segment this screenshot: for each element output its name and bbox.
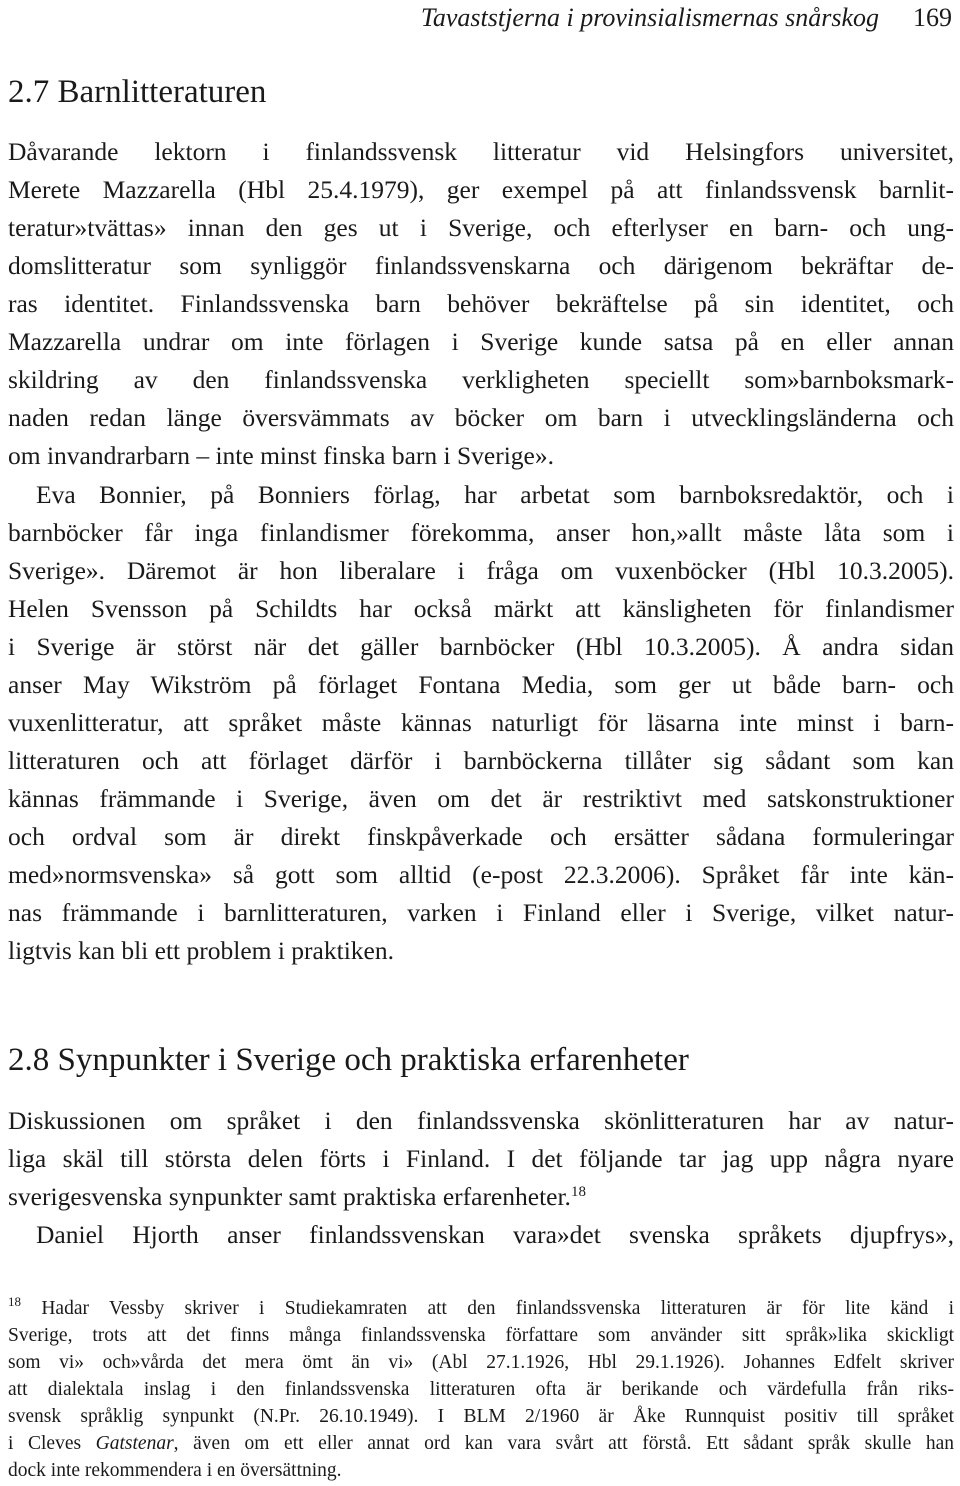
section-heading-2-7: 2.7 Barnlitteraturen — [8, 74, 267, 110]
footnote-text: , även om ett eller annat ord kan vara svårt att förstå. Ett sådant språk skulle han — [173, 1433, 954, 1454]
paragraph-line: liga skäl till största delen förts i Finland. I det följande tar jag upp några nyare — [8, 1144, 954, 1173]
running-head — [0, 0, 952, 36]
paragraph-line: vuxenlitteratur, att språket måste kännas naturligt för läsarna inte minst i barn- — [8, 708, 954, 737]
paragraph-line: Sverige». Däremot är hon liberalare i fråga om vuxenböcker (Hbl 10.3.2005). — [8, 556, 954, 585]
paragraph-line: Eva Bonnier, på Bonniers förlag, har arbetat som barnboksredaktör, och i — [36, 480, 954, 509]
footnote-line — [8, 1430, 954, 1457]
footnote-line: Sverige, trots att det finns många finlandssvenska författare som använder sitt språk»lika skickligt — [8, 1325, 954, 1346]
paragraph-line: i Sverige är störst när det gäller barnböcker (Hbl 10.3.2005). Å andra sidan — [8, 632, 954, 661]
paragraph-line: Daniel Hjorth anser finlandssvenskan vara»det svenska språkets djupfrys», — [36, 1220, 954, 1249]
footnote-number: 18 — [8, 1294, 21, 1309]
paragraph-line: Diskussionen om språket i den finlandssvenska skönlitteraturen har av natur- — [8, 1106, 954, 1135]
paragraph-line: domslitteratur som synliggör finlandssvenskarna och därigenom bekräftar de- — [8, 251, 954, 280]
paragraph-line: Merete Mazzarella (Hbl 25.4.1979), ger exempel på att finlandssvensk barnlit- — [8, 175, 954, 204]
footnote-line: dock inte rekommendera i en översättning. — [8, 1460, 342, 1481]
paragraph-line: teratur»tvättas» innan den ges ut i Sverige, och efterlyser en barn- och ung- — [8, 213, 954, 242]
footnote-text: i Cleves — [8, 1433, 96, 1454]
paragraph-line: och ordval som är direkt finskpåverkade och ersätter sådana formuleringar — [8, 822, 954, 851]
paragraph-line: litteraturen och att förlaget därför i barnböckerna tillåter sig sådant som kan — [8, 746, 954, 775]
paragraph-text: sverigesvenska synpunkter samt praktiska erfarenheter. — [8, 1182, 571, 1211]
paragraph-line: skildring av den finlandssvenska verkligheten speciellt som»barnboksmark- — [8, 365, 954, 394]
page-number: 169 — [913, 3, 952, 32]
footnote-line: som vi» och»vårda det mera ömt än vi» (Abl 27.1.1926, Hbl 29.1.1926). Johannes Edfelt skriver — [8, 1352, 954, 1373]
footnote-line — [8, 1295, 954, 1322]
footnote-line: svensk språklig synpunkt (N.Pr. 26.10.1949). I BLM 2/1960 är Åke Runnquist positiv till språket — [8, 1406, 954, 1427]
paragraph-line: Helen Svensson på Schildts har också märkt att känsligheten för finlandismer — [8, 594, 954, 623]
paragraph-line — [8, 1178, 954, 1216]
paragraph-line: med»normsvenska» så gott som alltid (e-post 22.3.2006). Språket får inte kän- — [8, 860, 954, 889]
paragraph-line: ras identitet. Finlandssvenska barn behöver bekräftelse på sin identitet, och — [8, 289, 954, 318]
paragraph-line: naden redan länge översvämmats av böcker om barn i utvecklingsländerna och — [8, 403, 954, 432]
paragraph-line: om invandrarbarn – inte minst finska barn i Sverige». — [8, 441, 554, 470]
footnote-reference[interactable]: 18 — [570, 1184, 586, 1200]
footnote-text: Hadar Vessby skriver i Studiekamraten att den finlandssvenska litteraturen är för lite känd i — [41, 1298, 954, 1319]
book-title-gatstenar: Gatstenar — [95, 1433, 174, 1454]
footnote-line: att dialektala inslag i den finlandssvenska litteraturen ofta är berikande och värdefulla från riks- — [8, 1379, 954, 1400]
paragraph-line: anser May Wikström på förlaget Fontana Media, som ger ut både barn- och — [8, 670, 954, 699]
paragraph-line: Mazzarella undrar om inte förlagen i Sverige kunde satsa på en eller annan — [8, 327, 954, 356]
paragraph-line: nas främmande i barnlitteraturen, varken i Finland eller i Sverige, vilket natur- — [8, 898, 954, 927]
paragraph-line: ligtvis kan bli ett problem i praktiken. — [8, 936, 394, 965]
paragraph-line: Dåvarande lektorn i finlandssvensk litteratur vid Helsingfors universitet, — [8, 137, 954, 166]
running-title: Tavaststjerna i provinsialismernas snårskog — [420, 3, 879, 32]
section-heading-2-8: 2.8 Synpunkter i Sverige och praktiska erfarenheter — [8, 1042, 689, 1078]
paragraph-line: kännas främmande i Sverige, även om det är restriktivt med satskonstruktioner — [8, 784, 954, 813]
paragraph-line: barnböcker får inga finlandismer förekomma, anser hon,»allt måste låta som i — [8, 518, 954, 547]
